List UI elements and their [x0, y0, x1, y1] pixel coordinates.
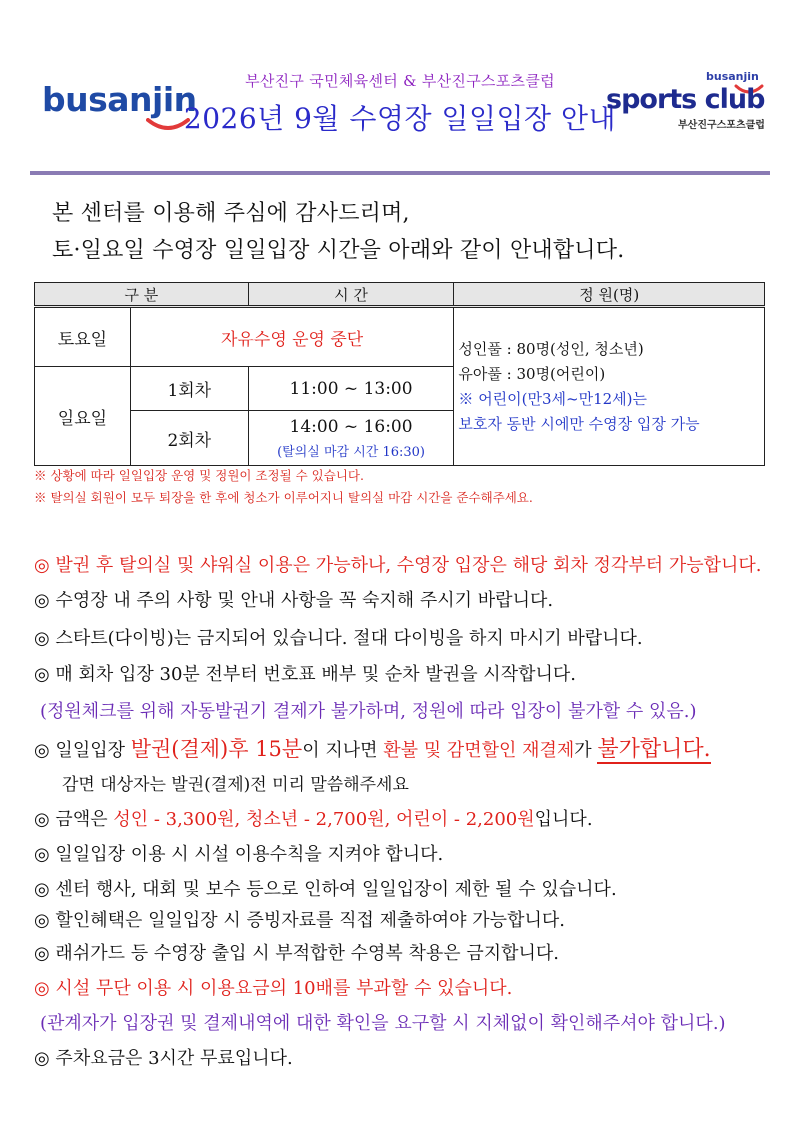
notice-1: ◎ 발권 후 탈의실 및 샤워실 이용은 가능하나, 수영장 입장은 해당 회차 정각부터 가능합니다. [34, 555, 762, 576]
capacity-child: 유아풀 : 30명(어린이) [458, 364, 606, 383]
sports-club-main: sports club [606, 84, 765, 115]
notice-6 [34, 805, 593, 831]
sports-club-brand: busanjin [706, 70, 759, 83]
notice-8: ◎ 센터 행사, 대회 및 보수 등으로 인하여 일일입장이 제한 될 수 있습니다. [34, 879, 617, 900]
saturday-label: 토요일 [35, 307, 131, 367]
capacity-adult: 성인풀 : 80명(성인, 청소년) [458, 339, 644, 358]
capacity-note-2: 보호자 동반 시에만 수영장 입장 가능 [458, 414, 700, 433]
busanjin-logo-text: busanjin [42, 80, 197, 119]
notice-3: ◎ 스타트(다이빙)는 금지되어 있습니다. 절대 다이빙을 하지 마시기 바랍니다. [34, 628, 643, 649]
session-2-label: 2회차 [130, 411, 248, 466]
intro-line-1: 본 센터를 이용해 주심에 감사드리며, [52, 201, 410, 226]
capacity-cell [454, 307, 765, 466]
table-note-2: ※ 탈의실 회원이 모두 퇴장을 한 후에 청소가 이루어지니 탈의실 마감 시간을 준수해주세요. [34, 490, 533, 505]
session-1-time: 11:00 ~ 13:00 [248, 367, 454, 411]
sports-club-sub: 부산진구스포츠클럽 [678, 120, 765, 131]
notice-7: ◎ 일일입장 이용 시 시설 이용수칙을 지켜야 합니다. [34, 844, 444, 865]
saturday-status: 자유수영 운영 중단 [130, 307, 454, 367]
notice-5-part-f: 불가합니다. [597, 737, 711, 762]
header-time: 시 간 [248, 283, 454, 307]
organization-line: 부산진구 국민체육센터 & 부산진구스포츠클럽 [245, 72, 555, 90]
session-2-cell [248, 411, 454, 466]
table-row-saturday [35, 307, 765, 367]
sunday-label: 일요일 [35, 367, 131, 466]
notice-5 [34, 732, 711, 763]
schedule-table [34, 282, 765, 466]
notice-5-part-b: 발권(결제)후 15분 [130, 737, 303, 761]
table-header-row [35, 283, 765, 307]
notice-5-part-a: ◎ 일일입장 [34, 740, 131, 761]
session-2-time: 14:00 ~ 16:00 [289, 416, 413, 437]
notice-11: ◎ 시설 무단 이용 시 이용요금의 10배를 부과할 수 있습니다. [34, 978, 513, 999]
notice-2: ◎ 수영장 내 주의 사항 및 안내 사항을 꼭 숙지해 주시기 바랍니다. [34, 590, 554, 611]
notice-5-part-e: 가 [574, 740, 598, 761]
notice-12: ◎ 주차요금은 3시간 무료입니다. [34, 1048, 293, 1069]
notice-5-part-c: 이 지나면 [302, 740, 384, 761]
header-category: 구 분 [35, 283, 249, 307]
notice-10: ◎ 래쉬가드 등 수영장 출입 시 부적합한 수영복 착용은 금지합니다. [34, 943, 560, 964]
header-capacity: 정 원(명) [454, 283, 765, 307]
notice-5-sub: 감면 대상자는 발권(결제)전 미리 말씀해주세요 [62, 775, 409, 795]
notice-5-part-d: 환불 및 감면할인 재결제 [383, 740, 575, 761]
notice-9: ◎ 할인혜택은 일일입장 시 증빙자료를 직접 제출하여야 가능합니다. [34, 910, 565, 931]
header-divider [30, 171, 770, 175]
intro-line-2: 토·일요일 수영장 일일입장 시간을 아래와 같이 안내합니다. [52, 238, 625, 263]
table-note-1: ※ 상황에 따라 일일입장 운영 및 정원이 조정될 수 있습니다. [34, 468, 364, 483]
notice-6-part-c: 입니다. [534, 809, 593, 830]
session-2-note: (탈의실 마감 시간 16:30) [277, 444, 426, 460]
notice-4: ◎ 매 회차 입장 30분 전부터 번호표 배부 및 순차 발권을 시작합니다. [34, 664, 576, 685]
notice-11-paren: (관계자가 입장권 및 결제내역에 대한 확인을 요구할 시 지체없이 확인해주셔야 합니다.) [40, 1013, 726, 1034]
notice-6-prices: 성인 - 3,300원, 청소년 - 2,700원, 어린이 - 2,200원 [113, 809, 535, 830]
session-1-label: 1회차 [130, 367, 248, 411]
page-title: 2026년 9월 수영장 일일입장 안내 [183, 102, 617, 135]
notice-6-part-a: ◎ 금액은 [34, 809, 114, 830]
capacity-note-1: ※ 어린이(만3세~만12세)는 [458, 389, 648, 408]
notice-4-paren: (정원체크를 위해 자동발권기 결제가 불가하며, 정원에 따라 입장이 불가할 수 있음.) [40, 701, 697, 722]
